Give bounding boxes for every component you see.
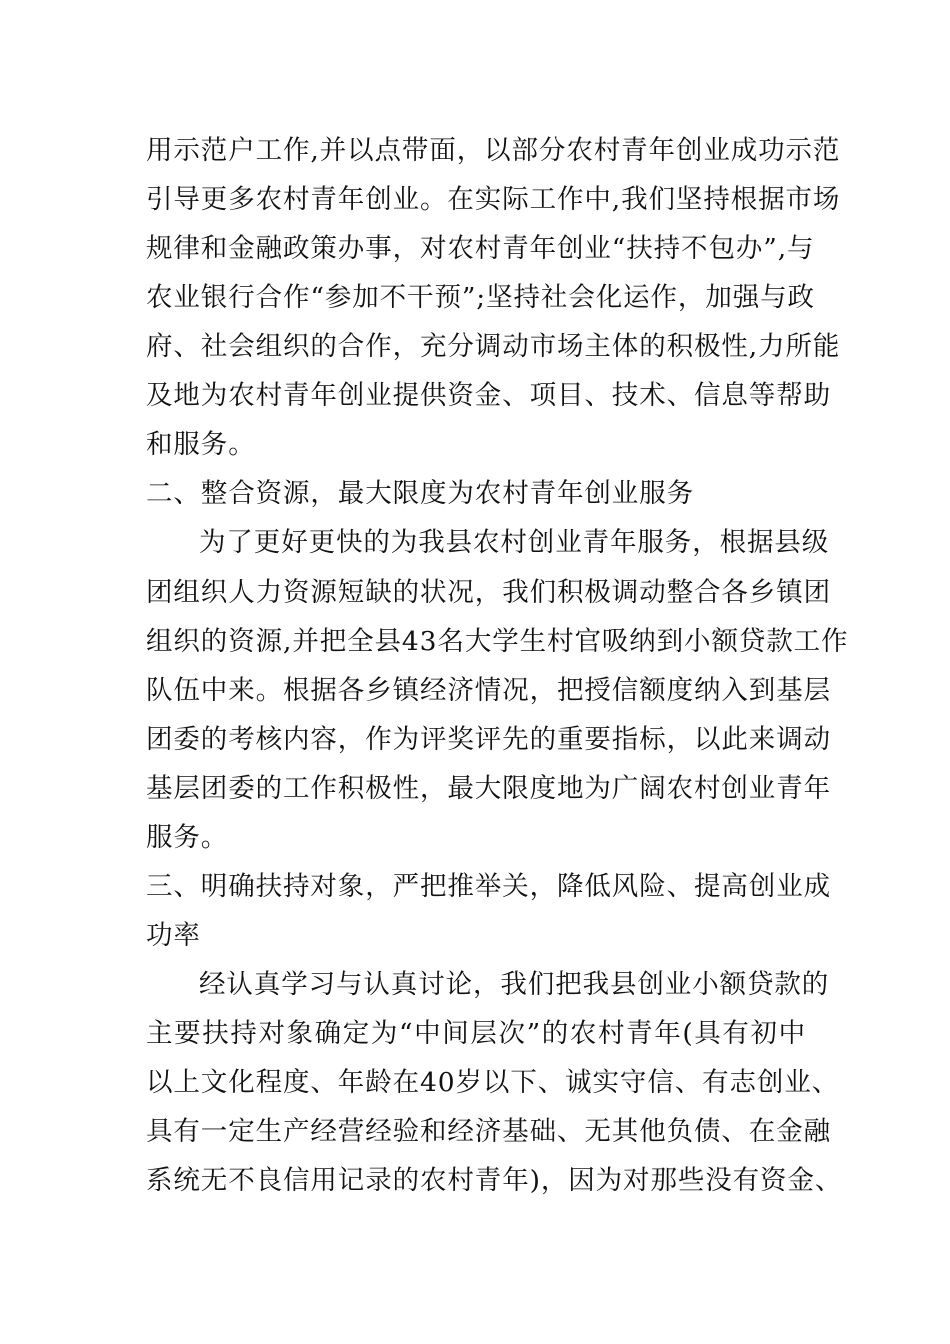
text-line: 具有一定生产经营经验和经济基础、无其他负债、在金融 [146, 1116, 831, 1147]
text-line: 引导更多农村青年创业。在实际工作中,我们坚持根据市场 [146, 184, 841, 215]
paragraph-first-line: 为了更好更快的为我县农村创业青年服务，根据县级 [199, 527, 830, 558]
section-heading-3-continued: 功率 [146, 920, 201, 951]
text-line: 团组织人力资源短缺的状况，我们积极调动整合各乡镇团 [146, 577, 831, 608]
text-line: 队伍中来。根据各乡镇经济情况，把授信额度纳入到基层 [146, 675, 831, 706]
text-line: 服务。 [146, 822, 229, 853]
text-line: 规律和金融政策办事，对农村青年创业“扶持不包办”,与 [146, 233, 815, 264]
text-line: 以上文化程度、年龄在40岁以下、诚实守信、有志创业、 [146, 1067, 840, 1098]
text-line: 系统无不良信用记录的农村青年)，因为对那些没有资金、 [146, 1165, 843, 1196]
text-line: 和服务。 [146, 429, 256, 460]
text-line: 团委的考核内容，作为评奖评先的重要指标，以此来调动 [146, 724, 831, 755]
text-line: 基层团委的工作积极性，最大限度地为广阔农村创业青年 [146, 773, 831, 804]
text-line: 组织的资源,并把全县43名大学生村官吸纳到小额贷款工作 [146, 626, 849, 657]
text-line: 主要扶持对象确定为“中间层次”的农村青年(具有初中 [146, 1018, 806, 1049]
text-line: 用示范户工作,并以点带面，以部分农村青年创业成功示范 [146, 135, 841, 166]
paragraph-first-line: 经认真学习与认真讨论，我们把我县创业小额贷款的 [199, 969, 830, 1000]
text-line: 农业银行合作“参加不干预”;坚持社会化运作，加强与政 [146, 282, 815, 313]
section-heading-3: 三、明确扶持对象，严把推举关，降低风险、提高创业成 [146, 871, 831, 902]
text-line: 及地为农村青年创业提供资金、项目、技术、信息等帮助 [146, 380, 831, 411]
section-heading-2: 二、整合资源，最大限度为农村青年创业服务 [146, 478, 694, 509]
text-line: 府、社会组织的合作，充分调动市场主体的积极性,力所能 [146, 331, 841, 362]
